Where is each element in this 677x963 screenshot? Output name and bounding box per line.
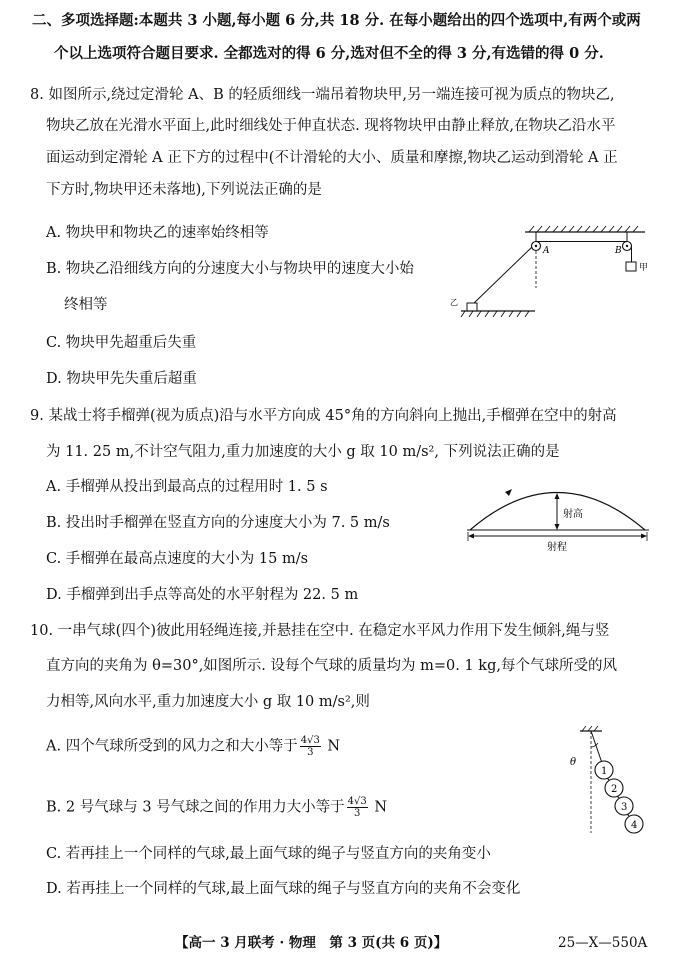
block-jia	[626, 262, 636, 271]
q8-pulley-figure	[445, 222, 660, 320]
q8-option-d: D. 物块甲先失重后超重	[46, 371, 197, 387]
q10-option-b-unit: N	[374, 799, 388, 816]
q8-stem-line4: 下方时,物块甲还未落地),下列说法正确的是	[46, 182, 322, 198]
pulley-b-label: B	[615, 246, 622, 256]
balloon-2-label: 2	[611, 784, 618, 795]
q9-stem-line2: 为 11. 25 m,不计空气阻力,重力加速度的大小 g 取 10 m/s², 下列说法正确的是	[46, 444, 560, 460]
fraction-numerator: 4√3	[300, 735, 320, 746]
pulley-a-label: A	[543, 246, 550, 256]
q9-stem-line1: 9. 某战士将手榴弹(视为质点)沿与水平方向成 45°角的方向斜向上抛出,手榴弹在空中的射高	[30, 408, 617, 424]
q10-option-a-text: A. 四个气球所受到的风力之和大小等于	[46, 738, 298, 755]
balloon-3-label: 3	[621, 802, 628, 813]
section-heading-line1: 二、多项选择题:本题共 3 小题,每小题 6 分,共 18 分. 在每小题给出的四个选项中,有两个或两	[32, 12, 641, 29]
q9-option-d: D. 手榴弹到出手点等高处的水平射程为 22. 5 m	[46, 587, 359, 603]
balloon-4-label: 4	[631, 820, 638, 831]
height-label: 射高	[563, 509, 583, 520]
theta-label: θ	[570, 757, 577, 768]
q8-stem-line3: 面运动到定滑轮 A 正下方的过程中(不计滑轮的大小、质量和摩擦,物块乙运动到滑轮 A 正	[46, 150, 618, 166]
q10-balloons-figure	[560, 725, 660, 840]
q8-stem-line1: 8. 如图所示,绕过定滑轮 A、B 的轻质细线一端吊着物块甲,另一端连接可视为质点的物块乙,	[30, 87, 615, 103]
q9-trajectory-figure	[465, 475, 655, 555]
q10-option-d: D. 若再挂上一个同样的气球,最上面气球的绳子与竖直方向的夹角不会变化	[46, 881, 521, 897]
q8-option-a: A. 物块甲和物块乙的速率始终相等	[46, 225, 269, 241]
q9-option-b: B. 投出时手榴弹在竖直方向的分速度大小为 7. 5 m/s	[46, 515, 390, 531]
q10-option-a-fraction	[300, 735, 321, 758]
q9-option-c: C. 手榴弹在最高点速度的大小为 15 m/s	[46, 551, 309, 567]
footer-code: 25—X—550A	[558, 935, 648, 951]
block-jia-label: 甲	[639, 263, 649, 273]
fraction-numerator: 4√3	[347, 796, 367, 807]
q10-stem-line1: 10. 一串气球(四个)彼此用轻绳连接,并悬挂在空中. 在稳定水平风力作用下发生倾斜,绳与竖	[30, 623, 610, 639]
block-yi-label: 乙	[450, 298, 458, 307]
q10-stem-line3: 力相等,风向水平,重力加速度大小 g 取 10 m/s²,则	[46, 694, 370, 710]
fraction-denominator: 3	[354, 808, 361, 819]
q10-stem-line2: 直方向的夹角为 θ=30°,如图所示. 设每个气球的质量均为 m=0. 1 kg,每个气球所受的风	[46, 658, 617, 674]
range-label: 射程	[547, 542, 567, 553]
q10-option-a	[46, 735, 340, 758]
q10-option-c: C. 若再挂上一个同样的气球,最上面气球的绳子与竖直方向的夹角变小	[46, 846, 491, 862]
balloon-1-label: 1	[601, 766, 608, 777]
q10-option-b-text: B. 2 号气球与 3 号气球之间的作用力大小等于	[46, 799, 345, 816]
q8-option-b-cont: 终相等	[64, 297, 108, 313]
q10-option-b-fraction	[347, 796, 368, 819]
block-yi	[467, 303, 477, 311]
q10-option-b	[46, 796, 387, 819]
q10-option-a-unit: N	[327, 738, 341, 755]
section-heading-line2: 个以上选项符合题目要求. 全都选对的得 6 分,选对但不全的得 3 分,有选错的得 0 分.	[54, 45, 604, 62]
q8-option-c: C. 物块甲先超重后失重	[46, 335, 197, 351]
direction-arrow-icon	[505, 489, 512, 496]
q8-option-b: B. 物块乙沿细线方向的分速度大小与物块甲的速度大小始	[46, 261, 414, 277]
q9-option-a: A. 手榴弹从投出到最高点的过程用时 1. 5 s	[46, 479, 328, 495]
fraction-denominator: 3	[307, 747, 314, 758]
footer-page-info: 【高一 3 月联考 · 物理 第 3 页(共 6 页)】	[175, 935, 448, 951]
q8-stem-line2: 物块乙放在光滑水平面上,此时细线处于伸直状态. 现将物块甲由静止释放,在物块乙沿水平	[46, 118, 616, 134]
